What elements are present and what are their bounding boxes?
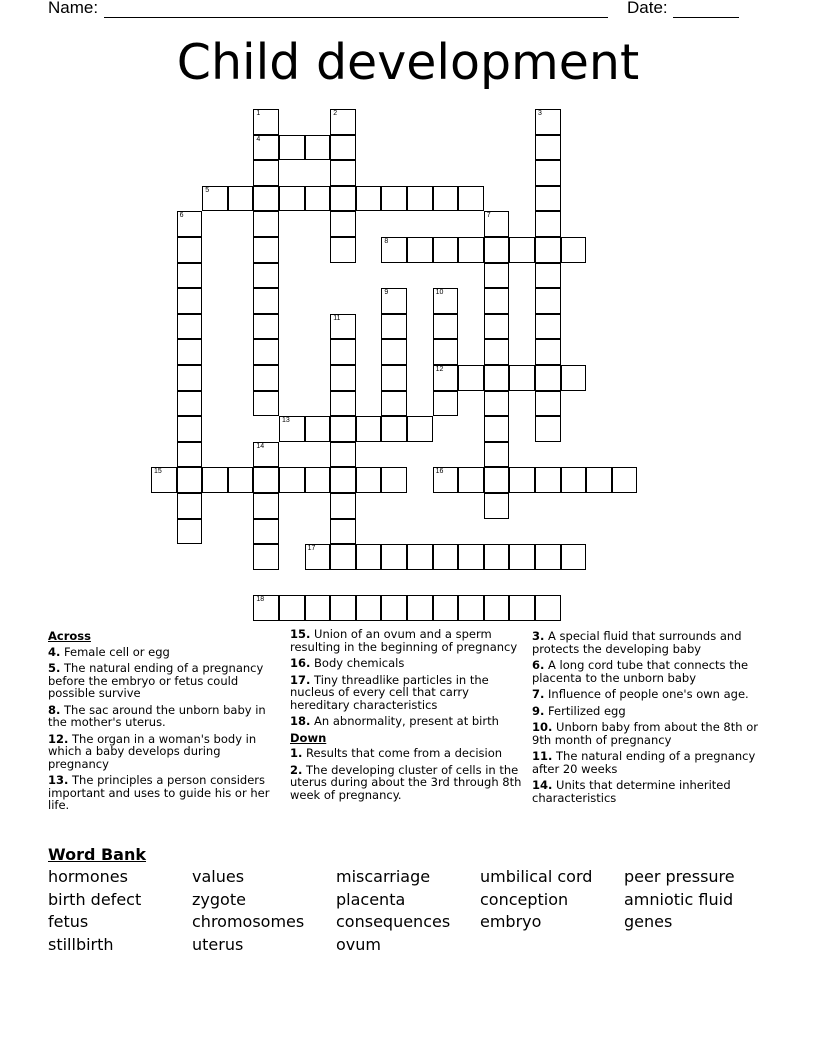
clue-num: 13. (48, 773, 69, 787)
grid-cell[interactable] (433, 595, 459, 621)
clue-number: 9 (384, 289, 389, 297)
clue-number: 15 (154, 468, 162, 476)
clue-text: The organ in a woman's body in which a baby develops during pregnancy (48, 731, 257, 771)
clue-text: The sac around the unborn baby in the mother's uterus. (48, 702, 266, 729)
clue-number: 4 (256, 135, 261, 143)
clue-number: 1 (256, 110, 261, 117)
grid-cell[interactable] (561, 544, 587, 570)
grid-cell[interactable] (535, 109, 561, 135)
clue-text: Units that determine inherited characteristics (532, 778, 731, 805)
grid-cell[interactable] (253, 595, 279, 621)
grid-cell[interactable] (433, 288, 459, 314)
grid-cell[interactable] (484, 467, 510, 493)
word-bank-word: birth defect (48, 889, 142, 909)
grid-cell[interactable] (253, 288, 279, 314)
grid-cell[interactable] (433, 467, 459, 493)
grid-cell[interactable] (330, 519, 356, 545)
word-bank-word: embryo (480, 912, 542, 931)
grid-cell[interactable] (535, 237, 561, 263)
grid-cell[interactable] (305, 544, 331, 570)
clue (290, 715, 524, 728)
name-label: Name: (48, 0, 99, 17)
clues-column-1 (48, 628, 276, 816)
grid-cell[interactable] (433, 365, 459, 391)
word-bank-word: ovum (336, 934, 381, 954)
grid-cell[interactable] (458, 365, 484, 391)
grid-cell[interactable] (535, 263, 561, 289)
grid-cell[interactable] (177, 263, 203, 289)
clue-num: 6. (532, 658, 545, 672)
grid-cell[interactable] (509, 467, 535, 493)
grid-cell[interactable] (381, 544, 407, 570)
word-bank-word: peer pressure (624, 867, 735, 886)
grid-cell[interactable] (561, 237, 587, 263)
clues-column-2 (290, 628, 524, 805)
word-bank-title: Word Bank (48, 845, 147, 864)
grid-cell[interactable] (381, 339, 407, 365)
grid-cell[interactable] (177, 442, 203, 468)
grid-cell[interactable] (381, 314, 407, 340)
grid-cell[interactable] (305, 135, 331, 161)
clue-number: 2 (333, 110, 338, 117)
grid-cell[interactable] (177, 365, 203, 391)
grid-cell[interactable] (356, 186, 382, 212)
clue (532, 705, 764, 718)
clues-column-3 (532, 628, 764, 808)
grid-cell[interactable] (484, 442, 510, 468)
grid-cell[interactable] (535, 160, 561, 186)
clue (290, 657, 524, 670)
clue-num: 8. (48, 702, 61, 717)
grid-cell[interactable] (509, 544, 535, 570)
grid-cell[interactable] (305, 595, 331, 621)
grid-cell[interactable] (356, 416, 382, 442)
grid-cell[interactable] (484, 314, 510, 340)
word-bank-word: values (192, 867, 245, 886)
clue (532, 630, 764, 655)
word-bank-word: umbilical cord (480, 867, 593, 886)
grid-cell[interactable] (381, 467, 407, 493)
clue-num: 5. (48, 661, 61, 675)
grid-cell[interactable] (330, 493, 356, 519)
clue (290, 764, 524, 802)
word-bank-word: chromosomes (192, 912, 305, 931)
grid-cell[interactable] (177, 339, 203, 365)
clue-text: A special fluid that surrounds and protects the developing baby (532, 629, 742, 656)
clue-num: 18. (290, 714, 311, 728)
grid-cell[interactable] (484, 365, 510, 391)
grid-cell[interactable] (330, 211, 356, 237)
grid-cell[interactable] (177, 288, 203, 314)
grid-cell[interactable] (535, 595, 561, 621)
page-title: Child development (176, 34, 640, 91)
clue-text: The principles a person considers important and uses to guide his or her life. (48, 773, 270, 812)
grid-cell[interactable] (356, 467, 382, 493)
grid-cell[interactable] (330, 135, 356, 161)
grid-cell[interactable] (279, 416, 305, 442)
grid-cell[interactable] (151, 467, 177, 493)
grid-cell[interactable] (330, 391, 356, 417)
grid-cell[interactable] (484, 237, 510, 263)
grid-cell[interactable] (177, 416, 203, 442)
grid-cell[interactable] (253, 160, 279, 186)
grid-cell[interactable] (330, 314, 356, 340)
grid-cell[interactable] (253, 263, 279, 289)
word-bank-word: placenta (336, 889, 406, 909)
down-clue-list-continued (532, 630, 764, 804)
clue-num: 9. (532, 703, 545, 718)
grid-cell[interactable] (433, 237, 459, 263)
clue-text: The natural ending of a pregnancy before the embryo or fetus could possible survive (48, 661, 264, 700)
clue-num: 3. (532, 629, 545, 643)
word-bank-word: conception (480, 889, 569, 909)
grid-cell[interactable] (253, 365, 279, 391)
word-bank-word: miscarriage (336, 867, 431, 886)
grid-cell[interactable] (509, 365, 535, 391)
grid-cell[interactable] (177, 314, 203, 340)
clue-number: 3 (538, 110, 542, 117)
grid-cell[interactable] (305, 467, 331, 493)
grid-cell[interactable] (458, 186, 484, 212)
grid-cell[interactable] (586, 467, 612, 493)
grid-cell[interactable] (458, 544, 484, 570)
clue-text: The developing cluster of cells in the uterus during about the 3rd through 8th week of pregnancy. (290, 762, 522, 802)
clue-text: Unborn baby from about the 8th or 9th month of pregnancy (532, 720, 758, 747)
clue-number: 17 (307, 545, 316, 553)
grid-cell[interactable] (535, 416, 561, 442)
grid-cell[interactable] (535, 365, 561, 391)
grid-cell[interactable] (279, 186, 305, 212)
grid-cell[interactable] (407, 237, 433, 263)
word-bank (48, 845, 788, 954)
grid-cell[interactable] (253, 519, 279, 545)
grid-cell[interactable] (407, 416, 433, 442)
clue (532, 779, 764, 804)
date-label: Date: (627, 0, 668, 17)
grid-cell[interactable] (253, 442, 279, 468)
grid-cell[interactable] (535, 288, 561, 314)
down-heading: Down (290, 730, 327, 745)
grid-cell[interactable] (228, 186, 254, 212)
clue-text: Tiny threadlike particles in the nucleus of every cell that carry hereditary characteristics (290, 672, 489, 712)
word-bank-word: amniotic fluid (624, 889, 734, 909)
grid-cell[interactable] (433, 339, 459, 365)
grid-cell[interactable] (177, 467, 203, 493)
word-bank-word: uterus (192, 934, 244, 954)
clue-number: 18 (256, 596, 265, 604)
across-heading: Across (48, 629, 91, 643)
grid-cell[interactable] (253, 391, 279, 417)
clue (48, 662, 276, 700)
clue (532, 750, 764, 775)
clue-text: A long cord tube that connects the placenta to the unborn baby (532, 658, 749, 685)
grid-cell[interactable] (433, 186, 459, 212)
clue (290, 628, 524, 653)
grid-cell[interactable] (535, 339, 561, 365)
across-clue-list-continued (290, 628, 524, 728)
grid-cell[interactable] (484, 595, 510, 621)
word-bank-word: genes (624, 912, 673, 931)
grid-cell[interactable] (330, 237, 356, 263)
grid-cell[interactable] (535, 391, 561, 417)
clue-text: Fertilized egg (544, 703, 626, 718)
grid-cell[interactable] (484, 263, 510, 289)
clue (290, 674, 524, 712)
clue-number: 7 (486, 212, 491, 220)
grid-cell[interactable] (535, 135, 561, 161)
across-clue-list (48, 646, 276, 812)
clue-number: 11 (333, 314, 341, 322)
clue-num: 14. (532, 778, 553, 792)
grid-cell[interactable] (305, 416, 331, 442)
grid-cell[interactable] (484, 416, 510, 442)
grid-cell[interactable] (381, 595, 407, 621)
grid-cell[interactable] (407, 544, 433, 570)
clue-number: 6 (179, 212, 184, 220)
clue-text: The natural ending of a pregnancy after 20 weeks (532, 749, 756, 776)
grid-cell[interactable] (253, 186, 279, 212)
grid-cell[interactable] (177, 391, 203, 417)
grid-cell[interactable] (356, 595, 382, 621)
grid-cell[interactable] (177, 493, 203, 519)
grid-cell[interactable] (330, 544, 356, 570)
grid-cell[interactable] (407, 186, 433, 212)
word-bank-word: consequences (336, 912, 451, 931)
grid-cell[interactable] (330, 467, 356, 493)
clue-text: Results that come from a decision (302, 746, 503, 760)
grid-cell[interactable] (253, 467, 279, 493)
grid-cell[interactable] (279, 467, 305, 493)
grid-cell[interactable] (458, 595, 484, 621)
grid-cell[interactable] (381, 391, 407, 417)
clue-num: 17. (290, 672, 311, 687)
grid-cell[interactable] (509, 595, 535, 621)
clue-text: Body chemicals (310, 656, 405, 670)
clue-text: Union of an ovum and a sperm resulting in the beginning of pregnancy (290, 627, 518, 654)
word-bank-word: fetus (48, 912, 89, 931)
grid-cell[interactable] (330, 442, 356, 468)
grid-cell[interactable] (356, 544, 382, 570)
grid-cell[interactable] (253, 314, 279, 340)
clue-num: 11. (532, 749, 553, 763)
clue (48, 774, 276, 812)
grid-cell[interactable] (433, 544, 459, 570)
clue-number: 14 (256, 442, 265, 450)
grid-cell[interactable] (509, 237, 535, 263)
clue (532, 721, 764, 746)
grid-cell[interactable] (484, 339, 510, 365)
clue-text: Female cell or egg (60, 644, 170, 659)
grid-cell[interactable] (535, 186, 561, 212)
clue-num: 15. (290, 627, 311, 641)
grid-cell[interactable] (484, 211, 510, 237)
clue-number: 8 (384, 238, 389, 245)
grid-cell[interactable] (484, 544, 510, 570)
grid-cell[interactable] (253, 493, 279, 519)
grid-cell[interactable] (177, 211, 203, 237)
clue-num: 7. (532, 687, 545, 701)
grid-cell[interactable] (561, 467, 587, 493)
clue (532, 688, 764, 701)
clue-number: 16 (435, 468, 444, 476)
grid-cell[interactable] (407, 595, 433, 621)
clue (48, 646, 276, 659)
grid-cell[interactable] (458, 237, 484, 263)
grid-cell[interactable] (458, 467, 484, 493)
clue-number: 5 (205, 186, 210, 194)
grid-cell[interactable] (381, 186, 407, 212)
grid-cell[interactable] (330, 339, 356, 365)
grid-cell[interactable] (433, 391, 459, 417)
clue-number: 12 (435, 366, 444, 373)
grid-cell[interactable] (279, 135, 305, 161)
grid-cell[interactable] (484, 493, 510, 519)
clue (532, 659, 764, 684)
grid-cell[interactable] (535, 211, 561, 237)
grid-cell[interactable] (381, 365, 407, 391)
grid-cell[interactable] (177, 237, 203, 263)
grid-cell[interactable] (253, 211, 279, 237)
grid-cell[interactable] (381, 288, 407, 314)
grid-cell[interactable] (305, 186, 331, 212)
grid-cell[interactable] (330, 160, 356, 186)
grid-cell[interactable] (253, 544, 279, 570)
clue-number: 13 (282, 417, 290, 425)
clue-num: 12. (48, 731, 69, 746)
grid-cell[interactable] (228, 467, 254, 493)
clue-text: Influence of people one's own age. (544, 687, 749, 701)
grid-cell[interactable] (535, 314, 561, 340)
clue (48, 733, 276, 771)
clue-num: 1. (290, 746, 303, 760)
clue-num: 16. (290, 656, 311, 670)
grid-cell[interactable] (484, 391, 510, 417)
grid-cell[interactable] (330, 109, 356, 135)
clue (290, 747, 524, 760)
grid-cell[interactable] (381, 237, 407, 263)
down-clue-list (290, 747, 524, 801)
clue (48, 704, 276, 729)
grid-cell[interactable] (561, 365, 587, 391)
grid-cell[interactable] (253, 135, 279, 161)
grid-cell[interactable] (253, 339, 279, 365)
clue-num: 10. (532, 720, 553, 734)
grid-cell[interactable] (484, 288, 510, 314)
grid-cell[interactable] (202, 467, 228, 493)
grid-cell[interactable] (253, 237, 279, 263)
clue-number: 10 (435, 289, 444, 297)
word-bank-word: hormones (48, 867, 128, 886)
clue-text: An abnormality, present at birth (310, 714, 499, 728)
clue-num: 4. (48, 644, 61, 659)
grid-cell[interactable] (279, 595, 305, 621)
grid-cell[interactable] (381, 416, 407, 442)
word-bank-word: stillbirth (48, 934, 114, 954)
grid-cell[interactable] (535, 544, 561, 570)
clue-num: 2. (290, 762, 303, 777)
grid-cell[interactable] (202, 186, 228, 212)
grid-cell[interactable] (330, 416, 356, 442)
grid-cell[interactable] (253, 109, 279, 135)
word-bank-word: zygote (192, 889, 246, 909)
grid-cell[interactable] (330, 595, 356, 621)
grid-cell[interactable] (535, 467, 561, 493)
grid-cell[interactable] (433, 314, 459, 340)
grid-cell[interactable] (330, 186, 356, 212)
grid-cell[interactable] (330, 365, 356, 391)
grid-cell[interactable] (612, 467, 638, 493)
grid-cell[interactable] (177, 519, 203, 545)
